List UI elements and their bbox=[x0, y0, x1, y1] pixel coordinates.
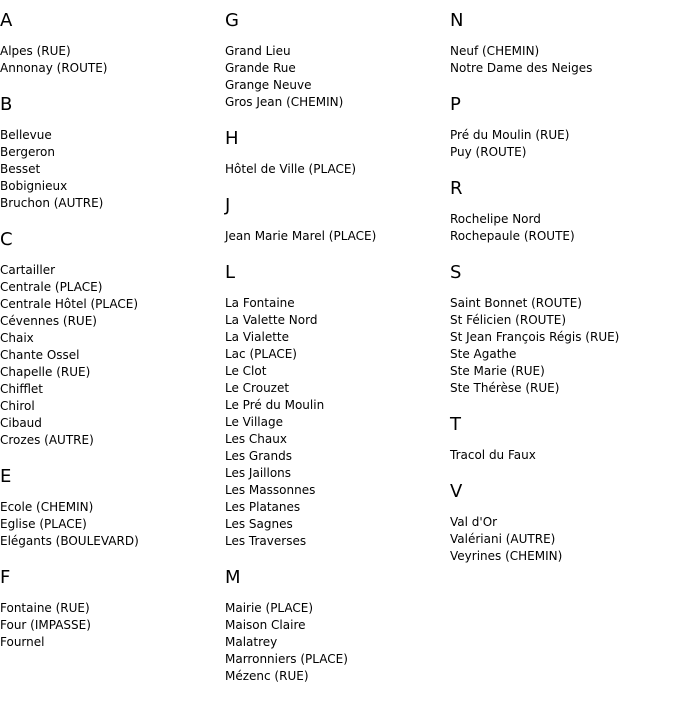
street-entry[interactable]: Hôtel de Ville (PLACE) bbox=[225, 162, 357, 176]
street-entry[interactable]: Gros Jean (CHEMIN) bbox=[225, 95, 344, 109]
section-letter-heading: B bbox=[0, 94, 13, 115]
street-entry[interactable]: Le Crouzet bbox=[225, 381, 290, 395]
letter-section bbox=[0, 567, 220, 651]
street-entry[interactable]: Annonay (ROUTE) bbox=[0, 61, 108, 75]
section-letter-heading: P bbox=[450, 94, 461, 115]
street-entry[interactable]: Chaix bbox=[0, 331, 34, 345]
street-entry[interactable]: Chirol bbox=[0, 399, 35, 413]
street-entry[interactable]: Bobignieux bbox=[0, 179, 68, 193]
street-entry[interactable]: Neuf (CHEMIN) bbox=[450, 44, 540, 58]
street-entry[interactable]: Four (IMPASSE) bbox=[0, 618, 91, 632]
index-column-2 bbox=[225, 10, 445, 702]
letter-section bbox=[225, 567, 445, 685]
letter-section bbox=[450, 262, 670, 397]
section-letter-heading: M bbox=[225, 567, 241, 588]
street-entry[interactable]: Puy (ROUTE) bbox=[450, 145, 527, 159]
street-entry[interactable]: Centrale Hôtel (PLACE) bbox=[0, 297, 139, 311]
letter-section bbox=[450, 94, 670, 161]
street-entry[interactable]: Ste Marie (RUE) bbox=[450, 364, 545, 378]
index-column-1 bbox=[0, 10, 220, 668]
street-entry[interactable]: Alpes (RUE) bbox=[0, 44, 71, 58]
letter-section bbox=[225, 10, 445, 111]
letter-section bbox=[0, 466, 220, 550]
street-entry[interactable]: Chifflet bbox=[0, 382, 44, 396]
street-entry[interactable]: Chante Ossel bbox=[0, 348, 80, 362]
street-entry[interactable]: Veyrines (CHEMIN) bbox=[450, 549, 563, 563]
street-entry[interactable]: Les Massonnes bbox=[225, 483, 316, 497]
street-entry[interactable]: Maison Claire bbox=[225, 618, 306, 632]
street-entry[interactable]: Les Sagnes bbox=[225, 517, 293, 531]
index-column-3 bbox=[450, 10, 670, 582]
street-entry[interactable]: Marronniers (PLACE) bbox=[225, 652, 348, 666]
street-entry[interactable]: Cibaud bbox=[0, 416, 42, 430]
letter-section bbox=[225, 195, 445, 245]
street-entry[interactable]: Fournel bbox=[0, 635, 45, 649]
street-entry[interactable]: Les Chaux bbox=[225, 432, 287, 446]
street-entry[interactable]: Tracol du Faux bbox=[450, 448, 536, 462]
street-entry[interactable]: Rochelipe Nord bbox=[450, 212, 541, 226]
street-entry[interactable]: St Jean François Régis (RUE) bbox=[450, 330, 620, 344]
street-entry[interactable]: Saint Bonnet (ROUTE) bbox=[450, 296, 582, 310]
street-entry[interactable]: Val d'Or bbox=[450, 515, 498, 529]
street-entry[interactable]: Les Jaillons bbox=[225, 466, 292, 480]
letter-section bbox=[0, 10, 220, 77]
street-entry[interactable]: Grange Neuve bbox=[225, 78, 312, 92]
street-entry[interactable]: Chapelle (RUE) bbox=[0, 365, 91, 379]
street-entry[interactable]: Pré du Moulin (RUE) bbox=[450, 128, 570, 142]
letter-section bbox=[450, 481, 670, 565]
letter-section bbox=[0, 94, 220, 212]
letter-section bbox=[225, 128, 445, 178]
section-letter-heading: R bbox=[450, 178, 463, 199]
street-entry[interactable]: Les Platanes bbox=[225, 500, 301, 514]
street-entry[interactable]: Les Grands bbox=[225, 449, 292, 463]
street-entry[interactable]: La Fontaine bbox=[225, 296, 295, 310]
street-entry[interactable]: Valériani (AUTRE) bbox=[450, 532, 556, 546]
section-letter-heading: V bbox=[450, 481, 463, 502]
street-entry[interactable]: Bergeron bbox=[0, 145, 55, 159]
street-entry[interactable]: Besset bbox=[0, 162, 41, 176]
street-entry[interactable]: Cévennes (RUE) bbox=[0, 314, 97, 328]
street-entry[interactable]: Malatrey bbox=[225, 635, 278, 649]
street-entry[interactable]: Ste Thérèse (RUE) bbox=[450, 381, 560, 395]
letter-section bbox=[225, 262, 445, 550]
street-entry[interactable]: Mézenc (RUE) bbox=[225, 669, 309, 683]
street-entry[interactable]: Le Pré du Moulin bbox=[225, 398, 325, 412]
street-entry[interactable]: Bruchon (AUTRE) bbox=[0, 196, 104, 210]
section-letter-heading: J bbox=[225, 195, 231, 216]
street-entry[interactable]: Le Clot bbox=[225, 364, 267, 378]
street-entry[interactable]: Grand Lieu bbox=[225, 44, 291, 58]
street-entry[interactable]: Jean Marie Marel (PLACE) bbox=[225, 229, 377, 243]
section-letter-heading: S bbox=[450, 262, 462, 283]
section-letter-heading: C bbox=[0, 229, 13, 250]
section-letter-heading: L bbox=[225, 262, 236, 283]
street-entry[interactable]: La Vialette bbox=[225, 330, 289, 344]
letter-section bbox=[450, 178, 670, 245]
street-entry[interactable]: Rochepaule (ROUTE) bbox=[450, 229, 575, 243]
street-entry[interactable]: Les Traverses bbox=[225, 534, 307, 548]
section-letter-heading: A bbox=[0, 10, 13, 31]
street-entry[interactable]: Centrale (PLACE) bbox=[0, 280, 103, 294]
letter-section bbox=[0, 229, 220, 449]
street-entry[interactable]: Cartailler bbox=[0, 263, 56, 277]
street-entry[interactable]: Lac (PLACE) bbox=[225, 347, 297, 361]
section-letter-heading: N bbox=[450, 10, 464, 31]
section-letter-heading: T bbox=[450, 414, 461, 435]
street-entry[interactable]: Fontaine (RUE) bbox=[0, 601, 90, 615]
section-letter-heading: G bbox=[225, 10, 239, 31]
street-entry[interactable]: St Félicien (ROUTE) bbox=[450, 313, 567, 327]
street-entry[interactable]: Ecole (CHEMIN) bbox=[0, 500, 94, 514]
street-entry[interactable]: Mairie (PLACE) bbox=[225, 601, 314, 615]
letter-section bbox=[450, 414, 670, 464]
street-entry[interactable]: Elégants (BOULEVARD) bbox=[0, 534, 139, 548]
section-letter-heading: F bbox=[0, 567, 11, 588]
street-entry[interactable]: Crozes (AUTRE) bbox=[0, 433, 94, 447]
section-letter-heading: E bbox=[0, 466, 12, 487]
letter-section bbox=[450, 10, 670, 77]
street-entry[interactable]: Le Village bbox=[225, 415, 283, 429]
street-entry[interactable]: Eglise (PLACE) bbox=[0, 517, 87, 531]
street-entry[interactable]: Notre Dame des Neiges bbox=[450, 61, 593, 75]
street-entry[interactable]: Grande Rue bbox=[225, 61, 296, 75]
street-entry[interactable]: La Valette Nord bbox=[225, 313, 318, 327]
section-letter-heading: H bbox=[225, 128, 239, 149]
street-entry[interactable]: Ste Agathe bbox=[450, 347, 517, 361]
street-entry[interactable]: Bellevue bbox=[0, 128, 52, 142]
